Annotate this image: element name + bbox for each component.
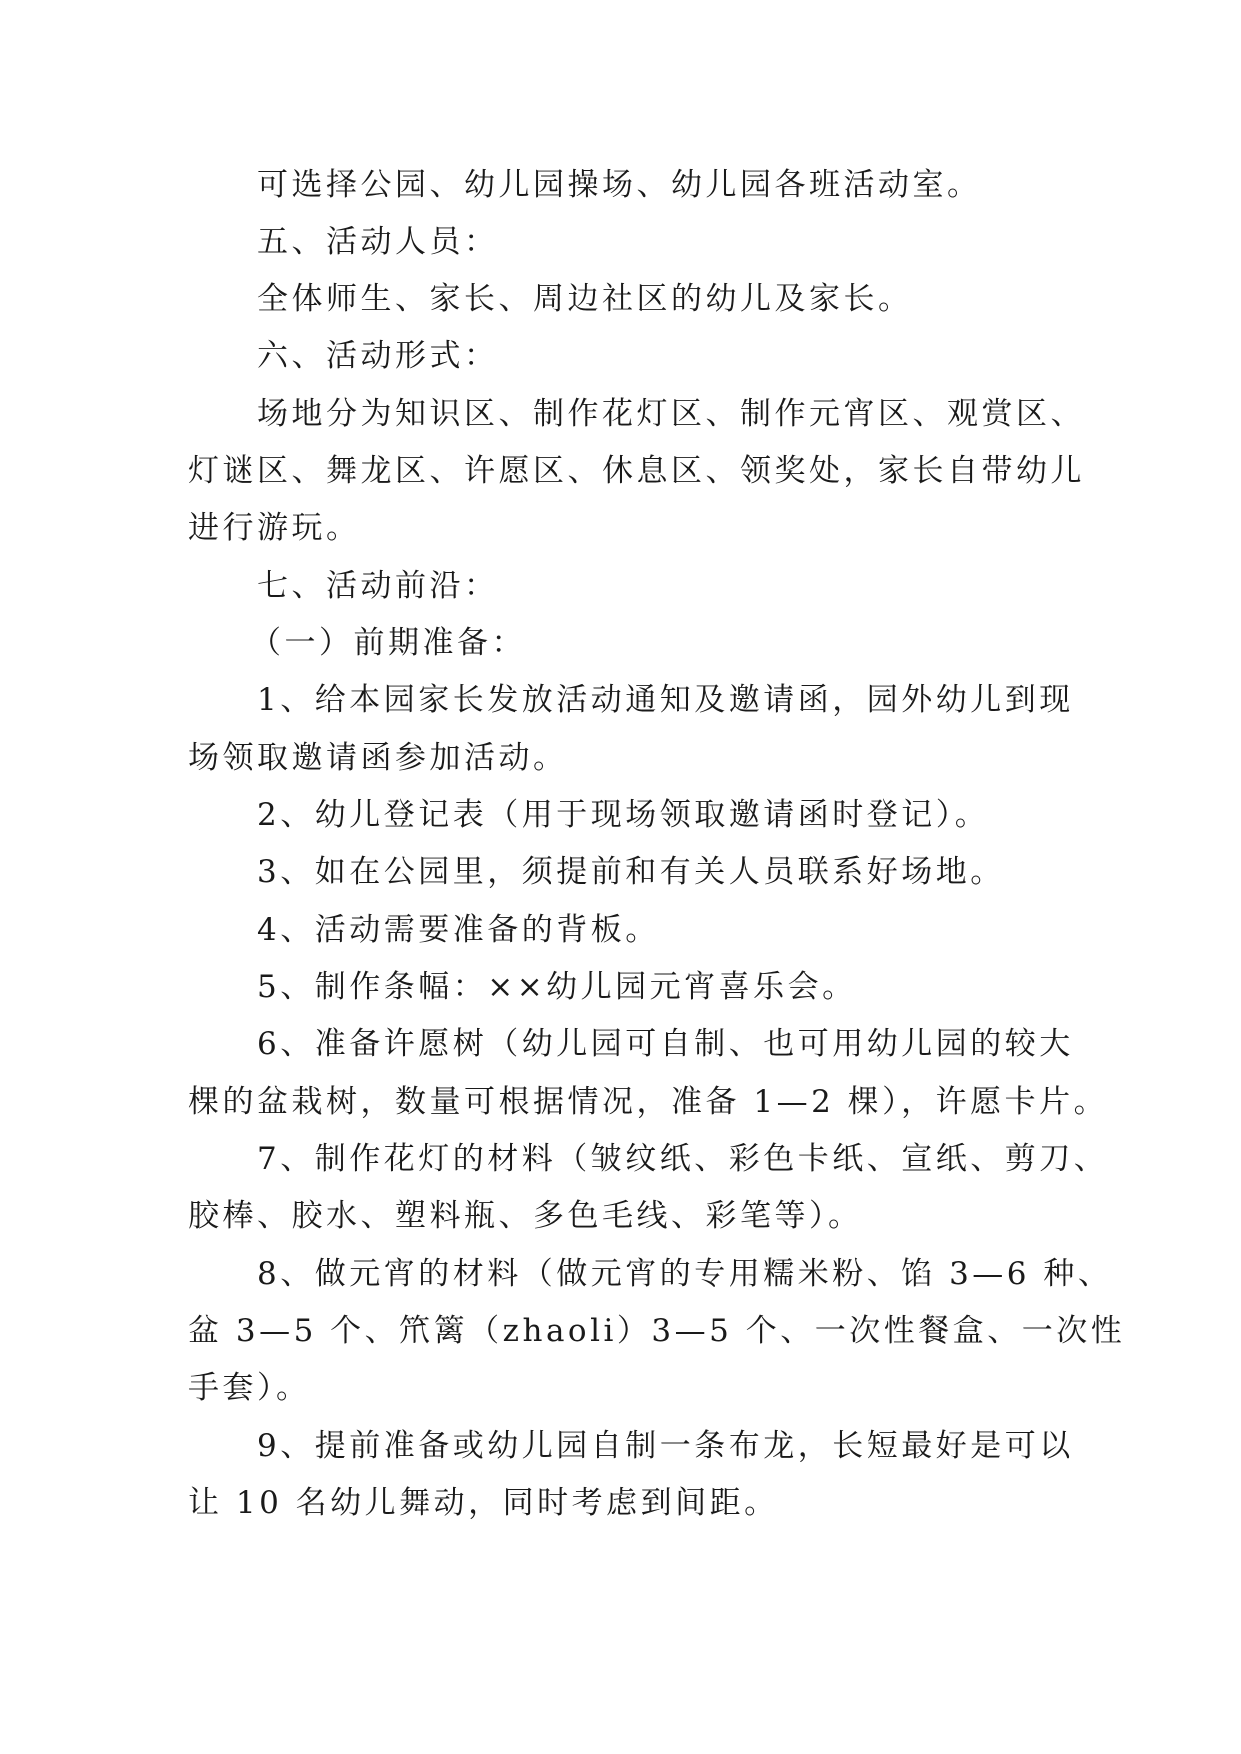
paragraph-line: 进行游玩。 xyxy=(188,510,361,546)
section-heading: 七、活动前沿： xyxy=(257,568,499,604)
list-item-continuation: 场领取邀请函参加活动。 xyxy=(188,740,568,776)
list-item: 1、给本园家长发放活动通知及邀请函，园外幼儿到现 xyxy=(257,682,1074,718)
list-item-continuation: 盆 3—5 个、笊篱（zhaoli）3—5 个、一次性餐盒、一次性 xyxy=(188,1313,1126,1349)
list-item-continuation: 棵的盆栽树，数量可根据情况，准备 1—2 棵），许愿卡片。 xyxy=(188,1084,1109,1120)
paragraph-line: 场地分为知识区、制作花灯区、制作元宵区、观赏区、 xyxy=(257,396,1085,432)
list-item: 5、制作条幅：××幼儿园元宵喜乐会。 xyxy=(257,969,857,1005)
list-item: 6、准备许愿树（幼儿园可自制、也可用幼儿园的较大 xyxy=(257,1026,1074,1062)
section-heading: 五、活动人员： xyxy=(257,224,499,260)
list-item-continuation: 胶棒、胶水、塑料瓶、多色毛线、彩笔等）。 xyxy=(188,1198,863,1234)
paragraph-line: 可选择公园、幼儿园操场、幼儿园各班活动室。 xyxy=(257,167,982,203)
subsection-heading: （一）前期准备： xyxy=(250,625,526,661)
list-item: 8、做元宵的材料（做元宵的专用糯米粉、馅 3—6 种、 xyxy=(257,1256,1113,1292)
paragraph-line: 灯谜区、舞龙区、许愿区、休息区、领奖处，家长自带幼儿 xyxy=(188,453,1085,489)
paragraph-line: 全体师生、家长、周边社区的幼儿及家长。 xyxy=(257,281,913,317)
list-item-continuation: 手套）。 xyxy=(188,1370,311,1406)
list-item: 7、制作花灯的材料（皱纹纸、彩色卡纸、宣纸、剪刀、 xyxy=(257,1141,1109,1177)
list-item-continuation: 让 10 名幼儿舞动，同时考虑到间距。 xyxy=(188,1485,779,1521)
list-item: 4、活动需要准备的背板。 xyxy=(257,912,660,948)
list-item: 3、如在公园里，须提前和有关人员联系好场地。 xyxy=(257,854,1005,890)
list-item: 9、提前准备或幼儿园自制一条布龙，长短最好是可以 xyxy=(257,1428,1074,1464)
list-item: 2、幼儿登记表（用于现场领取邀请函时登记）。 xyxy=(257,797,990,833)
section-heading: 六、活动形式： xyxy=(257,338,499,374)
